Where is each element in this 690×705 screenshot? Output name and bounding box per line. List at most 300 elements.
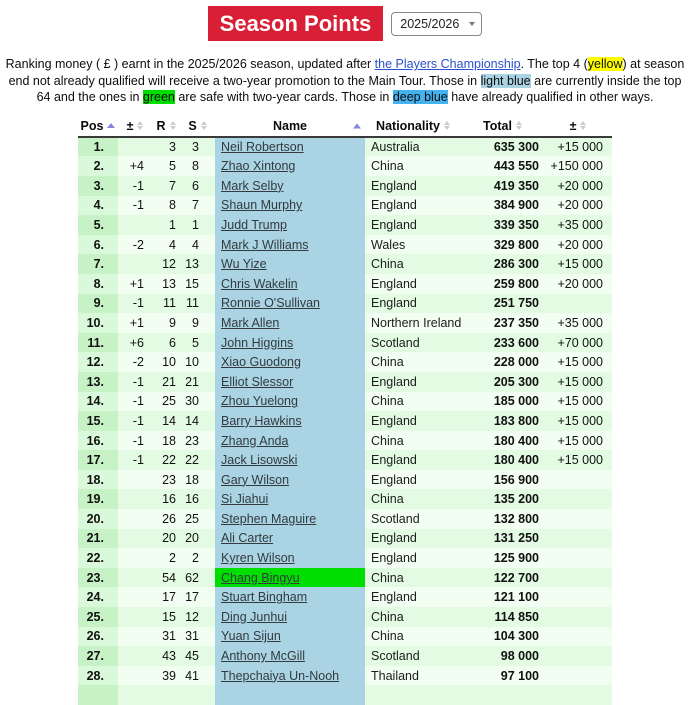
table-row <box>78 392 612 412</box>
cell-pos: 26. <box>78 627 118 647</box>
table-row <box>78 431 612 451</box>
player-link[interactable]: Mark Selby <box>221 178 284 193</box>
cell-total: 384 900 <box>461 196 544 216</box>
cell-s: 10 <box>180 352 215 372</box>
table-row-partial <box>78 685 612 705</box>
cell-s: 18 <box>180 470 215 490</box>
player-link[interactable]: Jack Lisowski <box>221 453 298 468</box>
cell-money-change: +35 000 <box>544 313 612 333</box>
intro-text-segment: . The top 4 ( <box>520 57 588 72</box>
player-name-cell <box>215 137 365 157</box>
table-row <box>78 156 612 176</box>
player-link[interactable]: Stephen Maguire <box>221 511 317 526</box>
player-link[interactable]: Zhou Yuelong <box>221 394 298 409</box>
player-link[interactable]: Ronnie O'Sullivan <box>221 296 320 311</box>
cell-r: 7 <box>152 176 180 196</box>
player-link[interactable]: Shaun Murphy <box>221 198 303 213</box>
cell-pos: 21. <box>78 529 118 549</box>
player-link[interactable]: Stuart Bingham <box>221 590 308 605</box>
player-name-cell <box>215 450 365 470</box>
table-row <box>78 627 612 647</box>
cell-r: 54 <box>152 568 180 588</box>
cell-s: 23 <box>180 431 215 451</box>
cell-pos-change: -1 <box>118 372 152 392</box>
player-name-cell <box>215 313 365 333</box>
player-link[interactable]: Chang Bingyu <box>221 570 300 585</box>
cell-money-change: +15 000 <box>544 137 612 157</box>
cell-nationality: China <box>365 352 461 372</box>
player-name-cell <box>215 235 365 255</box>
cell-s: 13 <box>180 254 215 274</box>
table-row <box>78 333 612 353</box>
cell-r: 8 <box>152 196 180 216</box>
cell-nationality: England <box>365 411 461 431</box>
cell-money-change <box>544 294 612 314</box>
cell-money-change <box>544 666 612 686</box>
cell-pos: 15. <box>78 411 118 431</box>
cell-total: 135 200 <box>461 489 544 509</box>
cell-total: 122 700 <box>461 568 544 588</box>
cell-s: 17 <box>180 587 215 607</box>
cell-pos: 10. <box>78 313 118 333</box>
table-row <box>78 176 612 196</box>
cell-total: 205 300 <box>461 372 544 392</box>
cell-money-change: +15 000 <box>544 431 612 451</box>
player-name-cell <box>215 196 365 216</box>
table-row <box>78 529 612 549</box>
cell-r: 17 <box>152 587 180 607</box>
cell-money-change <box>544 627 612 647</box>
cell-pos: 5. <box>78 215 118 235</box>
cell-nationality: Australia <box>365 137 461 157</box>
chevron-down-icon <box>469 22 475 26</box>
intro-highlight-lightblue: light blue <box>480 73 531 88</box>
cell-nationality: Thailand <box>365 666 461 686</box>
cell-pos: 27. <box>78 646 118 666</box>
column-header-label: ± <box>126 118 134 133</box>
cell-pos-change: -2 <box>118 235 152 255</box>
table-row <box>78 548 612 568</box>
cell-pos-change <box>118 666 152 686</box>
table-row <box>78 274 612 294</box>
column-header-label: Pos <box>80 118 104 133</box>
cell-total: 132 800 <box>461 509 544 529</box>
cell-pos: 25. <box>78 607 118 627</box>
column-header-money-change[interactable] <box>544 116 612 137</box>
cell-pos-change <box>118 489 152 509</box>
player-link[interactable]: Chris Wakelin <box>221 276 298 291</box>
cell-pos-change <box>118 509 152 529</box>
player-name-cell <box>215 215 365 235</box>
column-header-nationality[interactable] <box>365 116 461 137</box>
cell-money-change: +15 000 <box>544 372 612 392</box>
cell-total: 98 000 <box>461 646 544 666</box>
cell-total: 125 900 <box>461 548 544 568</box>
cell-pos-change <box>118 568 152 588</box>
player-name-cell <box>215 529 365 549</box>
cell-pos: 6. <box>78 235 118 255</box>
cell-nationality: Scotland <box>365 509 461 529</box>
cell-pos: 20. <box>78 509 118 529</box>
player-name-cell <box>215 568 365 588</box>
player-link[interactable]: Mark J Williams <box>221 237 309 252</box>
cell-r: 31 <box>152 627 180 647</box>
cell-s: 22 <box>180 450 215 470</box>
cell-pos-change: -1 <box>118 450 152 470</box>
cell-pos-change <box>118 685 152 705</box>
player-name-cell <box>215 352 365 372</box>
table-header <box>78 116 612 137</box>
intro-highlight-deepblue: deep blue <box>392 90 448 105</box>
sort-both-icon <box>137 121 143 130</box>
cell-s: 30 <box>180 392 215 412</box>
player-link[interactable]: Zhao Xintong <box>221 159 296 174</box>
cell-r: 5 <box>152 156 180 176</box>
cell-total: 156 900 <box>461 470 544 490</box>
cell-money-change: +15 000 <box>544 254 612 274</box>
cell-s: 2 <box>180 548 215 568</box>
player-link[interactable]: Mark Allen <box>221 315 280 330</box>
cell-pos: 14. <box>78 392 118 412</box>
cell-r: 10 <box>152 352 180 372</box>
cell-pos: 13. <box>78 372 118 392</box>
cell-money-change: +20 000 <box>544 235 612 255</box>
cell-s: 16 <box>180 489 215 509</box>
cell-money-change: +35 000 <box>544 215 612 235</box>
cell-s: 4 <box>180 235 215 255</box>
season-points-table <box>78 116 612 705</box>
cell-pos: 9. <box>78 294 118 314</box>
cell-r: 16 <box>152 489 180 509</box>
cell-r: 6 <box>152 333 180 353</box>
player-link[interactable]: Si Jiahui <box>221 492 269 507</box>
cell-pos: 3. <box>78 176 118 196</box>
player-link[interactable]: Barry Hawkins <box>221 413 302 428</box>
table-row <box>78 294 612 314</box>
player-name-cell <box>215 666 365 686</box>
cell-r: 26 <box>152 509 180 529</box>
table-row <box>78 646 612 666</box>
cell-total: 635 300 <box>461 137 544 157</box>
cell-pos-change: +4 <box>118 156 152 176</box>
player-link[interactable]: Anthony McGill <box>221 649 306 664</box>
player-name-cell <box>215 548 365 568</box>
cell-total: 339 350 <box>461 215 544 235</box>
table-row <box>78 568 612 588</box>
player-link[interactable]: Neil Robertson <box>221 140 304 155</box>
cell-pos: 28. <box>78 666 118 686</box>
table-row <box>78 607 612 627</box>
column-header-name[interactable] <box>215 116 365 137</box>
cell-nationality <box>365 685 461 705</box>
table-row <box>78 196 612 216</box>
cell-s: 11 <box>180 294 215 314</box>
cell-pos-change: -1 <box>118 196 152 216</box>
cell-money-change <box>544 685 612 705</box>
intro-highlight-yellow: yellow <box>587 57 623 72</box>
cell-nationality: England <box>365 372 461 392</box>
cell-s: 15 <box>180 274 215 294</box>
player-link[interactable]: Yuan Sijun <box>221 629 281 644</box>
season-select-value: 2025/2026 <box>400 16 460 31</box>
player-link[interactable]: Wu Yize <box>221 257 267 272</box>
cell-total: 114 850 <box>461 607 544 627</box>
cell-pos-change: +1 <box>118 274 152 294</box>
player-name-cell <box>215 254 365 274</box>
cell-nationality: Scotland <box>365 333 461 353</box>
cell-nationality: China <box>365 568 461 588</box>
cell-total: 233 600 <box>461 333 544 353</box>
cell-nationality: Scotland <box>365 646 461 666</box>
table-row <box>78 450 612 470</box>
player-name-cell <box>215 470 365 490</box>
cell-s: 45 <box>180 646 215 666</box>
cell-nationality: China <box>365 156 461 176</box>
sort-both-icon <box>201 121 207 130</box>
cell-s: 3 <box>180 137 215 157</box>
cell-money-change <box>544 529 612 549</box>
cell-pos-change <box>118 137 152 157</box>
cell-money-change <box>544 548 612 568</box>
cell-money-change <box>544 568 612 588</box>
cell-pos: 22. <box>78 548 118 568</box>
cell-pos-change: -2 <box>118 352 152 372</box>
cell-pos-change: -1 <box>118 176 152 196</box>
player-name-cell <box>215 372 365 392</box>
player-link[interactable]: Elliot Slessor <box>221 374 294 389</box>
page-title: Season Points <box>208 6 384 41</box>
player-name-cell <box>215 509 365 529</box>
cell-money-change: +15 000 <box>544 411 612 431</box>
intro-text <box>5 56 685 106</box>
cell-total: 185 000 <box>461 392 544 412</box>
cell-total: 183 800 <box>461 411 544 431</box>
cell-r: 9 <box>152 313 180 333</box>
cell-r: 2 <box>152 548 180 568</box>
column-header-pos-change[interactable] <box>118 116 152 137</box>
cell-total: 97 100 <box>461 666 544 686</box>
cell-r: 4 <box>152 235 180 255</box>
cell-pos: 23. <box>78 568 118 588</box>
cell-money-change <box>544 470 612 490</box>
cell-nationality: England <box>365 548 461 568</box>
cell-s: 25 <box>180 509 215 529</box>
cell-pos-change: +1 <box>118 313 152 333</box>
cell-money-change <box>544 509 612 529</box>
player-name-cell <box>215 431 365 451</box>
player-link[interactable]: Ding Junhui <box>221 609 288 624</box>
season-select[interactable] <box>391 12 482 36</box>
cell-r: 25 <box>152 392 180 412</box>
cell-pos: 7. <box>78 254 118 274</box>
player-link[interactable]: Gary Wilson <box>221 472 290 487</box>
sort-both-icon <box>580 121 586 130</box>
players-championship-link[interactable]: the Players Championship <box>374 57 521 72</box>
cell-s: 41 <box>180 666 215 686</box>
cell-r: 18 <box>152 431 180 451</box>
cell-r <box>152 685 180 705</box>
cell-s: 12 <box>180 607 215 627</box>
cell-s: 62 <box>180 568 215 588</box>
column-header-label: R <box>156 118 166 133</box>
cell-nationality: England <box>365 274 461 294</box>
column-header-pos[interactable] <box>78 116 118 137</box>
sort-both-icon <box>516 121 522 130</box>
column-header-total[interactable] <box>461 116 544 137</box>
cell-nationality: England <box>365 294 461 314</box>
cell-s: 5 <box>180 333 215 353</box>
cell-pos-change <box>118 607 152 627</box>
cell-pos-change <box>118 646 152 666</box>
column-header-r[interactable] <box>152 116 180 137</box>
cell-pos-change <box>118 627 152 647</box>
intro-text-segment: Ranking money ( £ ) earnt in the 2025/2026 season, updated after <box>5 57 375 72</box>
cell-r: 13 <box>152 274 180 294</box>
cell-pos: 1. <box>78 137 118 157</box>
cell-s: 31 <box>180 627 215 647</box>
cell-s: 9 <box>180 313 215 333</box>
cell-pos-change: -1 <box>118 431 152 451</box>
player-name-cell <box>215 587 365 607</box>
cell-nationality: Wales <box>365 235 461 255</box>
player-name-cell <box>215 489 365 509</box>
player-link[interactable]: Ali Carter <box>221 531 274 546</box>
cell-pos-change <box>118 587 152 607</box>
cell-pos: 2. <box>78 156 118 176</box>
player-name-cell <box>215 607 365 627</box>
table-row <box>78 509 612 529</box>
cell-total <box>461 685 544 705</box>
cell-pos: 18. <box>78 470 118 490</box>
column-header-label: Name <box>272 118 308 133</box>
table-row <box>78 235 612 255</box>
cell-nationality: China <box>365 607 461 627</box>
player-name-cell <box>215 646 365 666</box>
cell-s: 1 <box>180 215 215 235</box>
player-name-cell <box>215 333 365 353</box>
table-row <box>78 666 612 686</box>
cell-nationality: England <box>365 587 461 607</box>
cell-r: 43 <box>152 646 180 666</box>
cell-money-change: +15 000 <box>544 450 612 470</box>
cell-r: 1 <box>152 215 180 235</box>
cell-nationality: China <box>365 431 461 451</box>
cell-r: 23 <box>152 470 180 490</box>
column-header-label: S <box>188 118 197 133</box>
cell-s <box>180 685 215 705</box>
player-name-cell <box>215 392 365 412</box>
cell-money-change <box>544 489 612 509</box>
column-header-label: ± <box>569 118 577 133</box>
sort-both-icon <box>444 121 450 130</box>
cell-pos-change <box>118 215 152 235</box>
cell-nationality: England <box>365 176 461 196</box>
cell-r: 22 <box>152 450 180 470</box>
intro-text-segment: ) at season end not already qualified will receive a two-year promotion to the Main Tour. Those in <box>8 57 685 88</box>
cell-nationality: England <box>365 470 461 490</box>
player-name-cell <box>215 294 365 314</box>
cell-total: 104 300 <box>461 627 544 647</box>
player-link[interactable]: Xiao Guodong <box>221 355 301 370</box>
column-header-label: Total <box>483 118 512 133</box>
cell-r: 15 <box>152 607 180 627</box>
cell-nationality: England <box>365 215 461 235</box>
cell-r: 14 <box>152 411 180 431</box>
cell-nationality: England <box>365 450 461 470</box>
cell-s: 8 <box>180 156 215 176</box>
cell-total: 121 100 <box>461 587 544 607</box>
cell-total: 259 800 <box>461 274 544 294</box>
cell-nationality: China <box>365 254 461 274</box>
intro-highlight-green: green <box>142 90 175 105</box>
cell-total: 180 400 <box>461 431 544 451</box>
table-row <box>78 137 612 157</box>
cell-r: 39 <box>152 666 180 686</box>
sort-ascending-icon <box>353 123 361 128</box>
player-name-cell <box>215 176 365 196</box>
cell-r: 20 <box>152 529 180 549</box>
cell-total: 286 300 <box>461 254 544 274</box>
player-link[interactable]: Kyren Wilson <box>221 551 295 566</box>
cell-total: 228 000 <box>461 352 544 372</box>
player-name-cell <box>215 627 365 647</box>
cell-pos: 24. <box>78 587 118 607</box>
player-link[interactable]: John Higgins <box>221 335 294 350</box>
cell-s: 7 <box>180 196 215 216</box>
cell-pos: 11. <box>78 333 118 353</box>
table-row <box>78 470 612 490</box>
cell-money-change: +15 000 <box>544 392 612 412</box>
table-row <box>78 587 612 607</box>
header <box>0 6 690 41</box>
cell-pos-change: -1 <box>118 411 152 431</box>
cell-pos: 4. <box>78 196 118 216</box>
player-link[interactable]: Thepchaiya Un-Nooh <box>221 668 340 683</box>
cell-money-change: +70 000 <box>544 333 612 353</box>
column-header-s[interactable] <box>180 116 215 137</box>
cell-nationality: England <box>365 529 461 549</box>
cell-money-change <box>544 646 612 666</box>
cell-money-change <box>544 587 612 607</box>
table-row <box>78 352 612 372</box>
cell-money-change: +20 000 <box>544 196 612 216</box>
cell-total: 419 350 <box>461 176 544 196</box>
intro-text-segment: are currently inside the top 64 and the ones in <box>36 73 682 105</box>
cell-pos-change <box>118 548 152 568</box>
cell-total: 443 550 <box>461 156 544 176</box>
table-row <box>78 313 612 333</box>
player-link[interactable]: Zhang Anda <box>221 433 289 448</box>
player-link[interactable]: Judd Trump <box>221 217 288 232</box>
cell-pos: 12. <box>78 352 118 372</box>
cell-pos-change <box>118 254 152 274</box>
cell-name <box>215 685 365 705</box>
sort-both-icon <box>170 121 176 130</box>
cell-r: 21 <box>152 372 180 392</box>
column-header-label: Nationality <box>376 118 440 133</box>
sort-ascending-icon <box>107 123 115 128</box>
cell-s: 21 <box>180 372 215 392</box>
cell-nationality: China <box>365 627 461 647</box>
cell-r: 12 <box>152 254 180 274</box>
cell-pos-change: -1 <box>118 392 152 412</box>
cell-s: 20 <box>180 529 215 549</box>
player-name-cell <box>215 156 365 176</box>
cell-total: 329 800 <box>461 235 544 255</box>
intro-text-segment: are safe with two-year cards. Those in <box>174 90 393 105</box>
cell-pos: 17. <box>78 450 118 470</box>
cell-pos: 16. <box>78 431 118 451</box>
